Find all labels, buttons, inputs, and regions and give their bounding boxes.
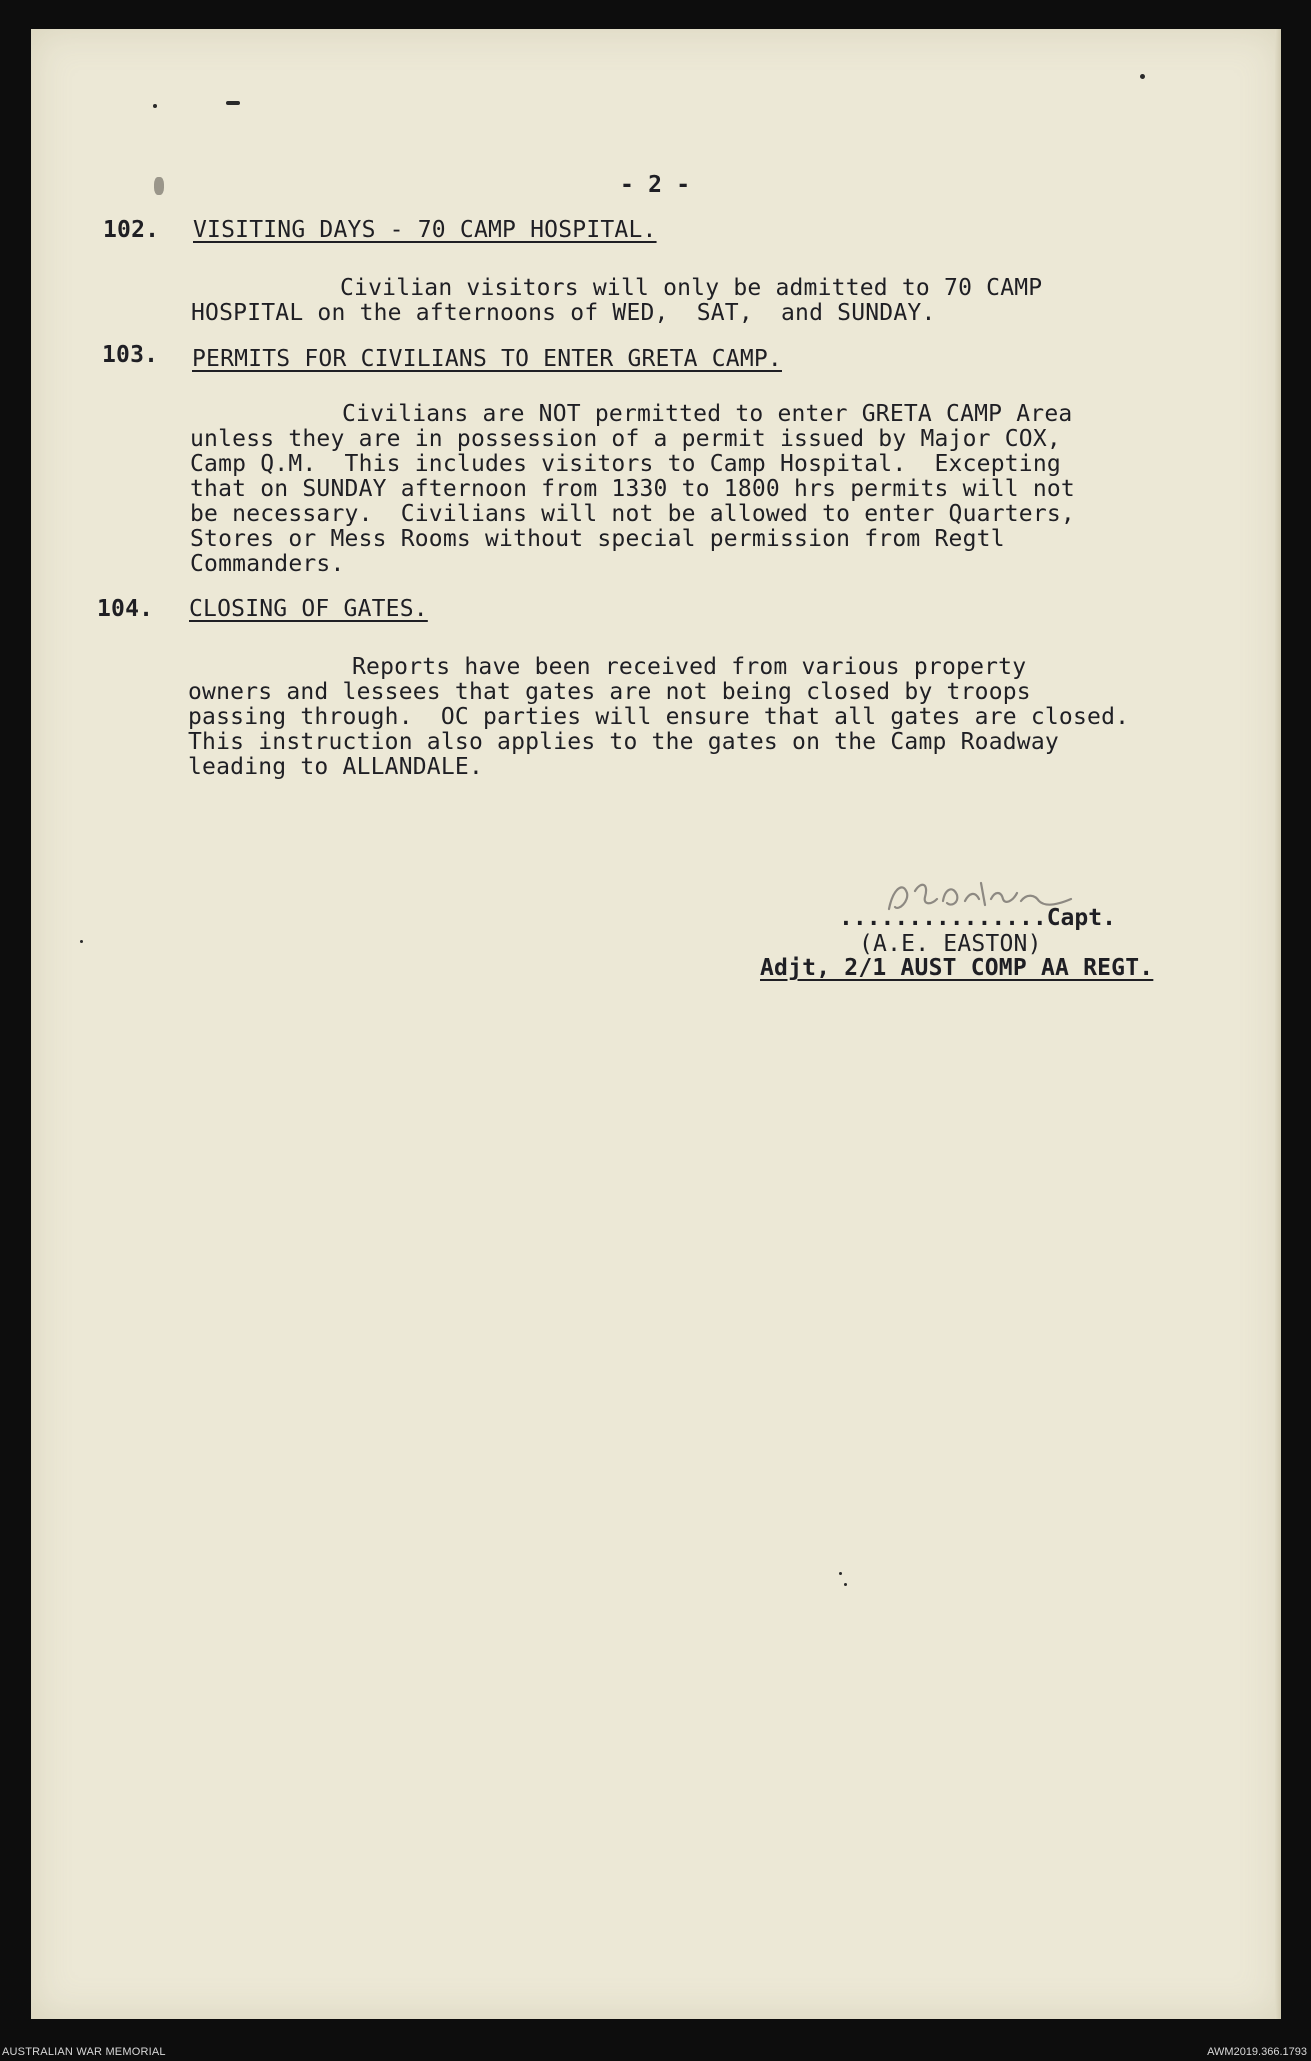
paper-mark: [839, 1572, 842, 1575]
section-number: 103.: [102, 342, 159, 368]
paper-mark: [153, 104, 157, 108]
body-line: be necessary. Civilians will not be allowed to enter Quarters,: [190, 501, 1075, 527]
paper-mark: [844, 1583, 847, 1586]
section-body: [190, 402, 1075, 577]
body-line: This instruction also applies to the gates on the Camp Roadway: [188, 729, 1059, 755]
signature-dots-rank: ...............Capt.: [839, 905, 1116, 931]
section-heading: PERMITS FOR CIVILIANS TO ENTER GRETA CAMP.: [192, 346, 782, 372]
section-body: [188, 655, 1129, 780]
body-line: Camp Q.M. This includes visitors to Camp Hospital. Excepting: [190, 451, 1061, 477]
page-edge: [1275, 29, 1281, 2019]
footer-bar: [0, 2041, 1311, 2061]
section-heading: VISITING DAYS - 70 CAMP HOSPITAL.: [193, 217, 657, 243]
footer-institution: AUSTRALIAN WAR MEMORIAL: [2, 2046, 166, 2058]
footer-accession-number: AWM2019.366.1793: [1207, 2046, 1307, 2058]
body-line: owners and lessees that gates are not being closed by troops: [188, 679, 1031, 705]
body-line: unless they are in possession of a permit issued by Major COX,: [190, 426, 1061, 452]
body-line: Civilian visitors will only be admitted to 70 CAMP: [340, 275, 1043, 301]
signatory-name: (A.E. EASTON): [859, 931, 1042, 957]
body-line: Stores or Mess Rooms without special permission from Regtl: [190, 526, 1005, 552]
document-page: [31, 29, 1281, 2019]
paper-mark: [1140, 74, 1145, 79]
paper-mark: [226, 101, 240, 105]
body-line: that on SUNDAY afternoon from 1330 to 1800 hrs permits will not: [190, 476, 1075, 502]
paper-mark: [80, 940, 83, 943]
body-line: leading to ALLANDALE.: [188, 754, 483, 780]
page-number: - 2 -: [620, 172, 691, 198]
body-line: Civilians are NOT permitted to enter GRETA CAMP Area: [342, 401, 1073, 427]
body-line: Reports have been received from various property: [352, 654, 1027, 680]
section-number: 102.: [103, 217, 160, 243]
paper-mark: [154, 177, 164, 195]
section-number: 104.: [97, 596, 154, 622]
body-line: Commanders.: [190, 551, 345, 577]
section-heading: CLOSING OF GATES.: [189, 596, 428, 622]
body-line: passing through. OC parties will ensure that all gates are closed.: [188, 704, 1130, 730]
section-body: [191, 276, 1042, 326]
signatory-appointment: Adjt, 2/1 AUST COMP AA REGT.: [760, 955, 1154, 981]
body-line: HOSPITAL on the afternoons of WED, SAT, and SUNDAY.: [191, 300, 936, 326]
